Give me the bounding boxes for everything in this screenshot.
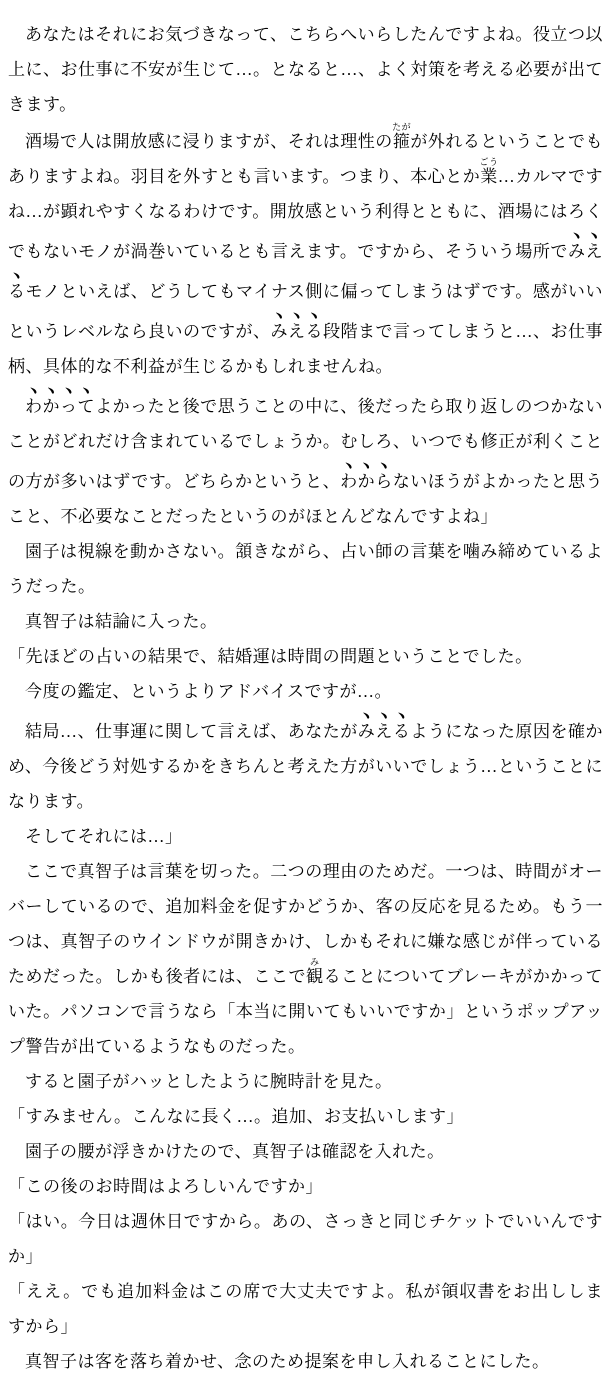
emphasized-text: わかって [25, 397, 96, 416]
paragraph: 真智子は結論に入った。 [25, 612, 218, 631]
emphasized-text: わから [340, 472, 393, 491]
paragraph: 園子の腰が浮きかけたので、真智子は確認を入れた。 [25, 1142, 445, 1161]
paragraph: そしてそれには…」 [25, 827, 183, 846]
paragraph: 今度の鑑定、というよりアドバイスですが…。 [25, 682, 392, 701]
furigana: たが [392, 122, 412, 132]
paragraph: 「この後のお時間はよろしいんですか」 [8, 1177, 323, 1196]
emphasized-text: みえる [357, 722, 411, 741]
paragraph: 酒場で人は開放感に浸りますが、それは理性の箍たがが外れるということでもありますよね。羽目を外すとも言います。つまり、本心とか業ごう…カルマですね…が顕れやすくなるわけです。開放感という利得とともに、酒場にはろくでもないモノが渦巻いているとも言えます。ですから、そういう場所でみえるモノといえば、どうしてもマイナス側に偏ってしまうはずです。感がいいというレベルなら良いのですが、みえる段階まで言ってしまうと…、お仕事柄、具体的な不利益が生じるかもしれませんね。 [8, 122, 603, 376]
paragraph: 園子は視線を動かさない。頷きながら、占い師の言葉を噛み締めているようだった。 [8, 542, 603, 596]
paragraph: 「先ほどの占いの結果で、結婚運は時間の問題ということでした。 [8, 647, 533, 666]
furigana: み [306, 957, 324, 967]
paragraph: 「すみません。こんなに長く…。追加、お支払いします」 [8, 1107, 465, 1126]
ruby-annotated-text: 観み [306, 957, 324, 986]
paragraph: 「はい。今日は週休日ですから。あの、さっきと同じチケットでいいんですか」 [8, 1212, 603, 1266]
paragraph: あなたはそれにお気づきなって、こちらへいらしたんですよね。役立つ以上に、お仕事に不安が生じて…。となると…、よく対策を考える必要が出てきます。 [8, 25, 603, 114]
paragraph: 結局…、仕事運に関して言えば、あなたがみえるようになった原因を確かめ、今後どう対処するかをきちんと考えた方がいいでしょう…ということになります。 [8, 722, 603, 811]
emphasized-text: みえる [270, 322, 323, 341]
paragraph: わかってよかったと後で思うことの中に、後だったら取り返しのつかないことがどれだけ含まれているでしょうか。むしろ、いつでも修正が利くことの方が多いはずです。どちらかというと、わからないほうがよかったと思うこと、不必要なことだったというのがほとんどなんですよね」 [8, 397, 603, 526]
furigana: ごう [479, 157, 499, 167]
emphasized-text: みえる [8, 242, 603, 301]
paragraph: 真智子は客を落ち着かせ、念のため提案を申し入れることにした。 [25, 1352, 550, 1371]
paragraph: すると園子がハッとしたように腕時計を見た。 [25, 1072, 393, 1091]
paragraph: ここで真智子は言葉を切った。二つの理由のためだ。一つは、時間がオーバーしているので、追加料金を促すかどうか、客の反応を見るため。もう一つは、真智子のウインドウが開きかけ、しかもそれに嫌な感じが伴っているためだった。しかも後者には、ここで観みることについてブレーキがかかっていた。パソコンで言うなら「本当に開いてもいいですか」というポップアップ警告が出ているようなものだった。 [8, 862, 604, 1056]
document-body [8, 17, 603, 1379]
ruby-annotated-text: 業ごう [479, 157, 499, 186]
ruby-annotated-text: 箍たが [392, 122, 412, 151]
paragraph: 「ええ。でも追加料金はこの席で大丈夫ですよ。私が領収書をお出ししますから」 [8, 1282, 603, 1336]
